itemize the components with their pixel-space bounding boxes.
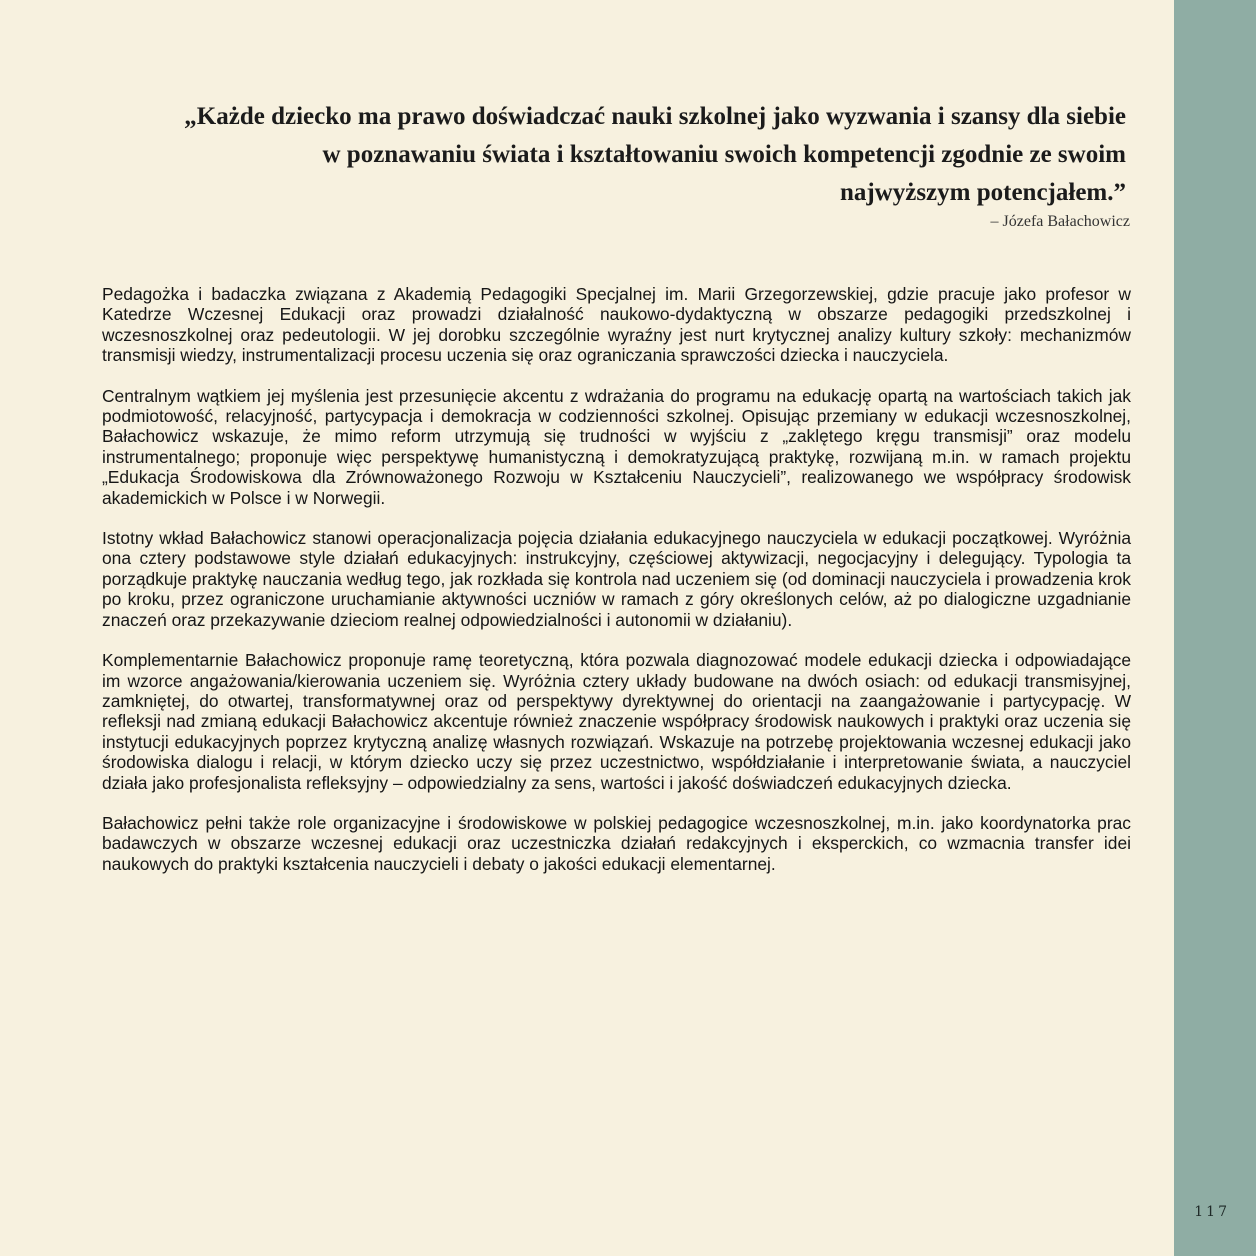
paragraph-4: Komplementarnie Bałachowicz proponuje ramę teoretyczną, która pozwala diagnozować modele edukacji dziecka i odpowiadające im wzorce angażowania/kierowania uczeniem się. Wyróżnia cztery układy budowane na dwóch osiach: od edukacji transmisyjnej, zamkniętej, do otwartej, transformatywnej oraz od perspektywy dyrektywnej do orientacji na zaangażowanie i partycypację. W refleksji nad zmianą edukacji Bałachowicz akcentuje również znaczenie współpracy środowisk naukowych i praktyki oraz uczenia się instytucji edukacyjnych poprzez krytyczną analizę własnych rozwiązań. Wskazuje na potrzebę projektowania wczesnej edukacji jako środowiska dialogu i relacji, w którym dziecko uczy się przez uczestnictwo, współdziałanie i interpretowanie świata, a nauczyciel działa jako profesjonalista refleksyjny – odpowiedzialny za sens, wartości i jakość doświadczeń edukacyjnych dziecka. bbox=[102, 650, 1131, 793]
page-number: 117 bbox=[1194, 1204, 1230, 1220]
body-text bbox=[102, 284, 1131, 894]
side-band bbox=[1174, 0, 1256, 1256]
paragraph-2: Centralnym wątkiem jej myślenia jest przesunięcie akcentu z wdrażania do programu na edukację opartą na wartościach takich jak podmiotowość, relacyjność, partycypacja i demokracja w codzienności szkolnej. Opisując przemiany w edukacji wczesnoszkolnej, Bałachowicz wskazuje, że mimo reform utrzymują się trudności w wyjściu z „zaklętego kręgu transmisji” oraz modelu instrumentalnego; proponuje więc perspektywę humanistyczną i demokratyzującą praktykę, rozwijaną m.in. w ramach projektu „Edukacja Środowiskowa dla Zrównoważonego Rozwoju w Kształceniu Nauczycieli”, realizowanego we współpracy środowisk akademickich w Polsce i w Norwegii. bbox=[102, 385, 1131, 508]
quote-line-2: w poznawaniu świata i kształtowaniu swoich kompetencji zgodnie ze swoim bbox=[322, 141, 1126, 168]
quote-author: – Józefa Bałachowicz bbox=[990, 213, 1130, 230]
paragraph-5: Bałachowicz pełni także role organizacyjne i środowiskowe w polskiej pedagogice wczesnoszkolnej, m.in. jako koordynatorka prac badawczych w obszarze wczesnej edukacji oraz uczestniczka działań redakcyjnych i eksperckich, co wzmacnia transfer idei naukowych do praktyki kształcenia nauczycieli i debaty o jakości edukacji elementarnej. bbox=[102, 812, 1131, 874]
quote-line-3: najwyższym potencjałem.” bbox=[839, 179, 1126, 206]
epigraph-quote bbox=[166, 98, 1126, 212]
quote-line-1: „Każde dziecko ma prawo doświadczać nauki szkolnej jako wyzwania i szansy dla siebie bbox=[184, 103, 1126, 130]
paragraph-1: Pedagożka i badaczka związana z Akademią Pedagogiki Specjalnej im. Marii Grzegorzewskiej, gdzie pracuje jako profesor w Katedrze Wczesnej Edukacji oraz prowadzi działalność naukowo-dydaktyczną w obszarze pedagogiki przedszkolnej i wczesnoszkolnej oraz pedeutologii. W jej dorobku szczególnie wyraźny jest nurt krytycznej analizy kultury szkoły: mechanizmów transmisji wiedzy, instrumentalizacji procesu uczenia się oraz ograniczania sprawczości dziecka i nauczyciela. bbox=[102, 284, 1131, 366]
paragraph-3: Istotny wkład Bałachowicz stanowi operacjonalizacja pojęcia działania edukacyjnego nauczyciela w edukacji początkowej. Wyróżnia ona cztery podstawowe style działań edukacyjnych: instrukcyjny, częściowej aktywizacji, negocjacyjny i delegujący. Typologia ta porządkuje praktykę nauczania według tego, jak rozkłada się kontrola nad uczeniem się (od dominacji nauczyciela i prowadzenia krok po kroku, przez ograniczone uruchamianie aktywności uczniów w ramach z góry określonych celów, aż po dialogiczne uzgadnianie znaczeń oraz przekazywanie dzieciom realnej odpowiedzialności i autonomii w działaniu). bbox=[102, 528, 1131, 630]
